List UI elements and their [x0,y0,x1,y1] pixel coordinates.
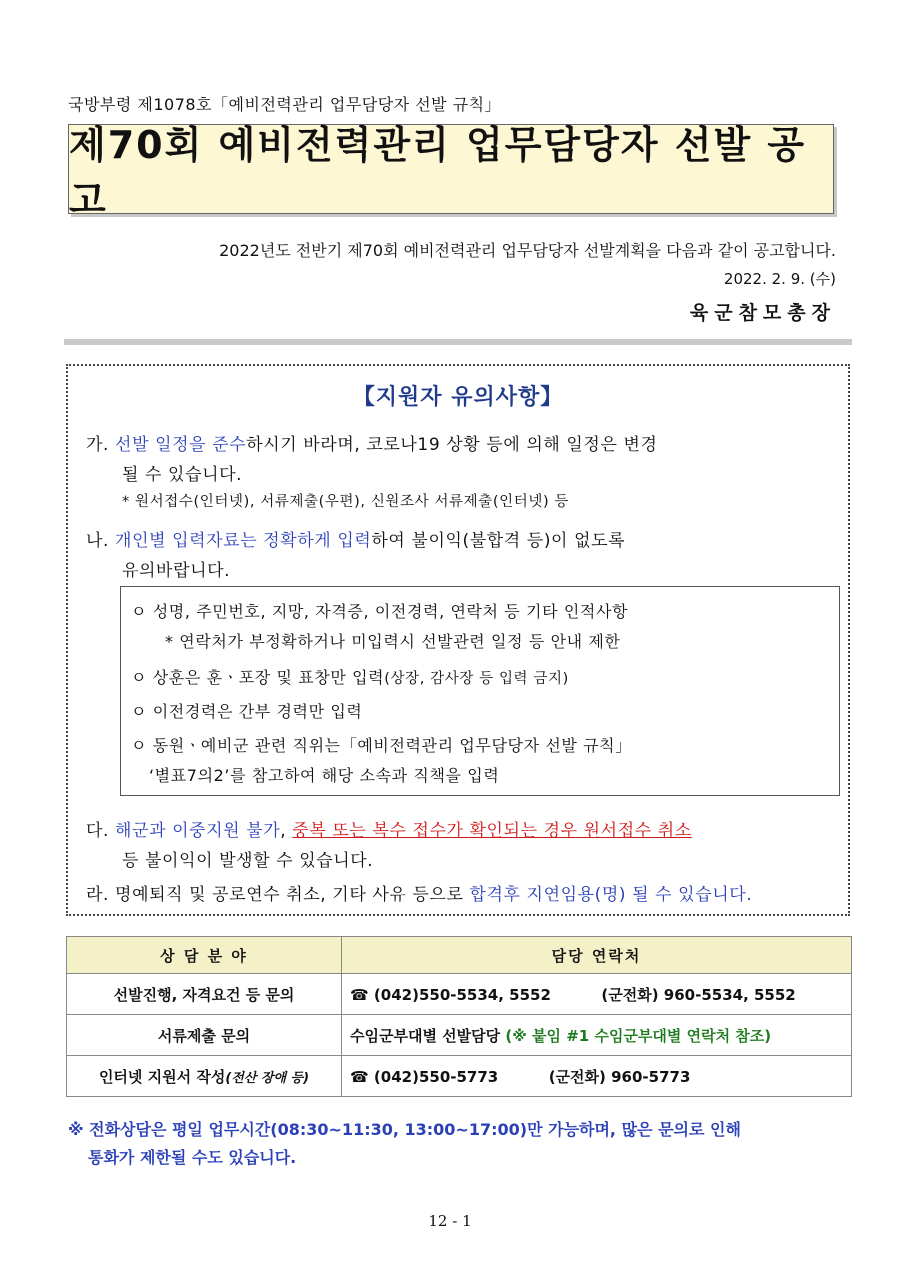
issuer: 육군참모총장 [689,302,836,324]
guidance-bullet-1-note: * 연락처가 부정확하거나 미입력시 선발관련 일정 등 안내 제한 [165,632,621,651]
page-number: 12 - 1 [428,1212,472,1230]
item-na-cont: 유의바랍니다. [122,561,231,581]
phone-hours-note-line1: ※ 전화상담은 평일 업무시간(08:30~11:30, 13:00~17:00)만 가능하며, 많은 문의로 인해 [68,1120,741,1139]
intro-text: 2022년도 전반기 제70회 예비전력관리 업무담당자 선발계획을 다음과 같이 공고합니다. [219,241,836,260]
notice-title: 【지원자 유의사항】 [352,385,564,410]
ordinance-reference: 국방부령 제1078호「예비전력관리 업무담당자 선발 규칙」 [68,95,502,114]
row2-contact-text: 수임군부대별 선발담당 [350,1026,501,1045]
item-na-highlight: 개인별 입력자료는 정확하게 입력 [115,531,372,551]
row2-category: 서류제출 문의 [67,1015,342,1056]
item-da-red: 중복 또는 복수 접수가 확인되는 경우 원서접수 취소 [292,821,692,841]
announcement-date: 2022. 2. 9. (수) [723,270,836,288]
contact-table [66,936,852,1097]
item-ra-prefix: 라. [86,885,110,905]
header-contact: 담당 연락처 [342,937,852,974]
item-ga-cont: 될 수 있습니다. [122,465,243,485]
row3-category [67,1056,342,1097]
page-title: 제70회 예비전력관리 업무담당자 선발 공고 [69,123,807,222]
header-category: 상 담 분 야 [67,937,342,974]
row2-note: (※ 붙임 #1 수임군부대별 연락처 참조) [505,1026,772,1045]
item-na-text: 하여 불이익(불합격 등)이 없도록 [371,531,626,551]
guidance-bullet-4: ㅇ 동원ㆍ예비군 관련 직위는「예비전력관리 업무담당자 선발 규칙」 [131,736,632,755]
item-da-comma: , [280,821,287,841]
item-da-blue: 해군과 이중지원 불가 [115,821,281,841]
guidance-bullet-2 [131,665,569,688]
item-ga-text: 하시기 바라며, 코로나19 상황 등에 의해 일정은 변경 [246,435,658,455]
row1-category: 선발진행, 자격요건 등 문의 [67,974,342,1015]
row3-category-text: 인터넷 지원서 작성 [98,1067,226,1086]
item-na-prefix: 나. [86,531,110,551]
row3-category-note: (전산 장애 등) [225,1070,310,1086]
separator-bar [64,339,852,345]
item-ra [86,880,752,905]
table-row [67,1015,852,1056]
item-ga-note: * 원서접수(인터넷), 서류제출(우편), 신원조사 서류제출(인터넷) 등 [122,494,570,510]
item-da-prefix: 다. [86,821,110,841]
table-row [67,1056,852,1097]
item-da [86,816,692,841]
item-ra-text: 명예퇴직 및 공로연수 취소, 기타 사유 등으로 [115,885,464,905]
item-da-cont: 등 불이익이 발생할 수 있습니다. [122,851,374,871]
guidance-bullet-1: ㅇ 성명, 주민번호, 지망, 자격증, 이전경력, 연락처 등 기타 인적사항 [131,602,629,621]
row1-mil-phone: (군전화) 960-5534, 5552 [601,985,796,1004]
phone-hours-note-line2: 통화가 제한될 수도 있습니다. [88,1148,297,1167]
guidance-bullet-3: ㅇ 이전경력은 간부 경력만 입력 [131,702,363,721]
phone-hours-note [68,1116,741,1172]
input-guidance-box [120,586,840,796]
guidance-bullet-2-small: (상장, 감사장 등 입력 금지) [384,671,569,687]
table-header-row [67,937,852,974]
guidance-bullet-4-cont: ‘별표7의2’를 참고하여 해당 소속과 직책을 입력 [149,766,500,785]
item-ga-prefix: 가. [86,435,110,455]
row2-contact [342,1015,852,1056]
notice-box [66,364,850,916]
item-na [86,526,625,551]
phone-icon: ☎ [350,985,369,1004]
item-ga-highlight: 선발 일정을 준수 [115,435,247,455]
guidance-bullet-2-text: ㅇ 상훈은 훈ㆍ포장 및 표창만 입력 [131,668,385,687]
row3-phone: (042)550-5773 [373,1067,499,1086]
item-ga [86,430,658,455]
row3-contact [342,1056,852,1097]
item-ra-blue: 합격후 지연임용(명) 될 수 있습니다. [469,885,753,905]
row3-mil-phone: (군전화) 960-5773 [548,1067,691,1086]
row1-contact [342,974,852,1015]
phone-icon: ☎ [350,1067,369,1086]
row1-phone: (042)550-5534, 5552 [373,985,551,1004]
table-row [67,974,852,1015]
title-box [68,123,834,222]
